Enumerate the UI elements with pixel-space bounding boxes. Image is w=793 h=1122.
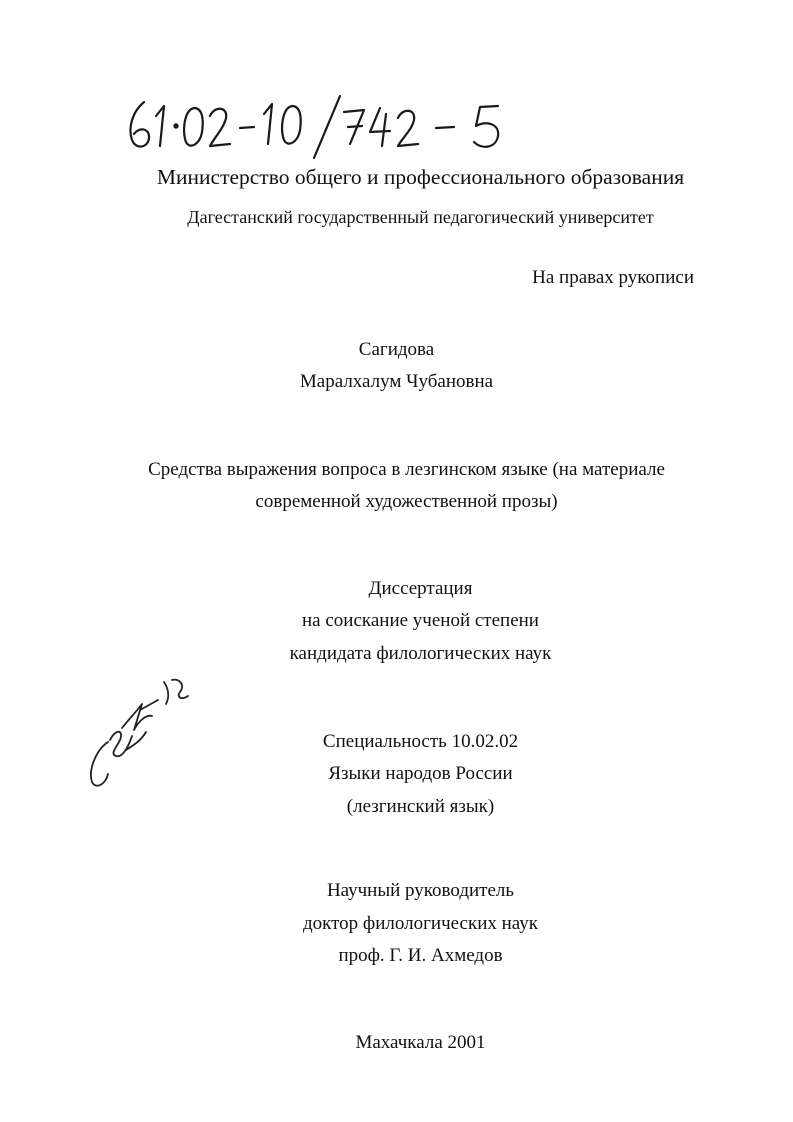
thesis-title-line2: современной художественной прозы) bbox=[255, 491, 558, 512]
author-surname: Сагидова bbox=[358, 339, 435, 360]
university-heading: Дагестанский государственный педагогический университет bbox=[187, 207, 654, 227]
handwritten-signature bbox=[80, 670, 200, 800]
supervisor-line3: проф. Г. И. Ахмедов bbox=[338, 945, 503, 966]
speciality-line1: Специальность 10.02.02 bbox=[322, 731, 519, 752]
speciality-line2: Языки народов России bbox=[328, 763, 513, 784]
rights-note: На правах рукописи bbox=[532, 267, 694, 288]
thesis-title-line1: Средства выражения вопроса в лезгинском языке (на материале bbox=[148, 459, 665, 480]
degree-line1: Диссертация bbox=[368, 578, 473, 599]
speciality-line3: (лезгинский язык) bbox=[346, 796, 495, 817]
author-given-names: Маралхалум Чубановна bbox=[299, 371, 494, 392]
supervisor-line2: доктор филологических наук bbox=[302, 913, 538, 934]
ministry-heading: Министерство общего и профессионального образования bbox=[156, 165, 685, 189]
supervisor-line1: Научный руководитель bbox=[326, 880, 515, 901]
handwritten-archive-number bbox=[118, 92, 538, 162]
place-and-year: Махачкала 2001 bbox=[355, 1032, 486, 1053]
degree-line3: кандидата филологических наук bbox=[289, 643, 552, 664]
degree-line2: на соискание ученой степени bbox=[302, 610, 539, 631]
